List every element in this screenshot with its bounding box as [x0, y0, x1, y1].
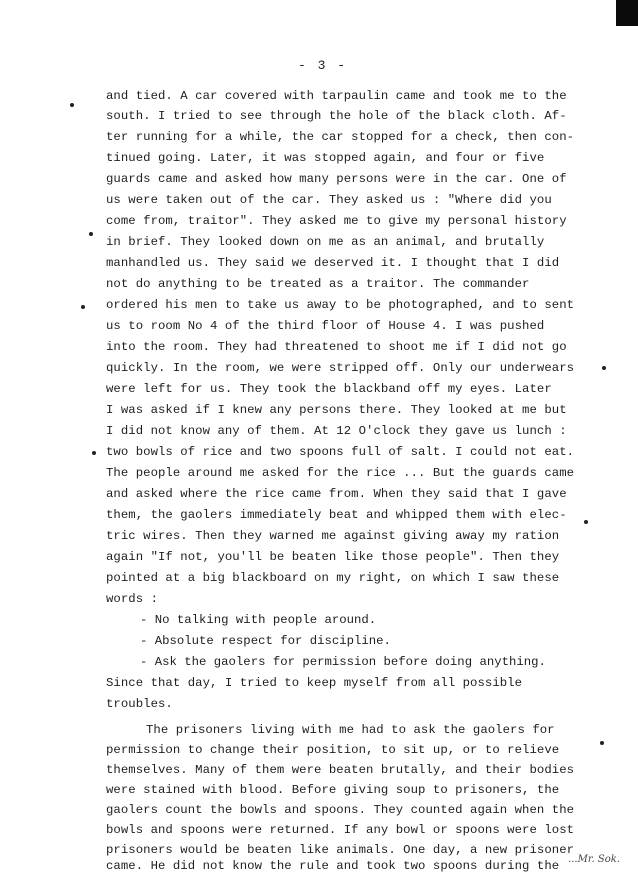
text-line: manhandled us. They said we deserved it. I thought that I did	[106, 256, 560, 270]
rule-item: - No talking with people around.	[140, 613, 377, 627]
text-line: quickly. In the room, we were stripped off. Only our underwears	[106, 361, 575, 375]
text-line: in brief. They looked down on me as an animal, and brutally	[106, 235, 545, 249]
text-line: The people around me asked for the rice ... But the guards came	[106, 466, 575, 480]
text-line: were left for us. They took the blackband off my eyes. Later	[106, 382, 552, 396]
corner-tab-mark	[616, 0, 638, 26]
text-line: Since that day, I tried to keep myself from all possible	[106, 676, 523, 690]
scan-speck	[70, 103, 74, 107]
page-number: - 3 -	[298, 58, 348, 73]
text-line: permission to change their position, to sit up, or to relieve	[106, 743, 560, 757]
text-line: themselves. Many of them were beaten brutally, and their bodies	[106, 763, 575, 777]
scan-speck	[81, 305, 85, 309]
scan-speck	[584, 520, 588, 524]
scan-speck	[89, 232, 93, 236]
text-line: troubles.	[106, 697, 173, 711]
text-line: tric wires. Then they warned me against giving away my ration	[106, 529, 560, 543]
text-line: ter running for a while, the car stopped for a check, then con-	[106, 130, 575, 144]
text-line: bowls and spoons were returned. If any bowl or spoons were lost	[106, 823, 575, 837]
rule-item: - Absolute respect for discipline.	[140, 634, 391, 648]
text-line: I did not know any of them. At 12 O'clock they gave us lunch :	[106, 424, 567, 438]
text-line: I was asked if I knew any persons there. They looked at me but	[106, 403, 567, 417]
text-line: words :	[106, 592, 159, 606]
scan-speck	[602, 366, 606, 370]
handwritten-signature: ...Mr. Sok.	[568, 854, 620, 865]
text-line: us to room No 4 of the third floor of House 4. I was pushed	[106, 319, 545, 333]
scan-speck	[92, 451, 96, 455]
text-line: ordered his men to take us away to be photographed, and to sent	[106, 298, 575, 312]
text-line: not do anything to be treated as a traitor. The commander	[106, 277, 530, 291]
scan-speck	[600, 741, 604, 745]
text-line: guards came and asked how many persons were in the car. One of	[106, 172, 567, 186]
text-line: pointed at a big blackboard on my right, on which I saw these	[106, 571, 560, 585]
text-line: gaolers count the bowls and spoons. They counted again when the	[106, 803, 575, 817]
text-line: us were taken out of the car. They asked us : "Where did you	[106, 193, 552, 207]
text-line: them, the gaolers immediately beat and whipped them with elec-	[106, 508, 567, 522]
text-line: south. I tried to see through the hole of the black cloth. Af-	[106, 109, 567, 123]
text-line: prisoners would be beaten like animals. One day, a new prisoner	[106, 843, 575, 857]
text-line: into the room. They had threatened to shoot me if I did not go	[106, 340, 567, 354]
text-line: were stained with blood. Before giving soup to prisoners, the	[106, 783, 560, 797]
text-line: again "If not, you'll be beaten like those people". Then they	[106, 550, 560, 564]
text-line: and asked where the rice came from. When they said that I gave	[106, 487, 567, 501]
text-line: The prisoners living with me had to ask the gaolers for	[146, 723, 555, 737]
text-line: come from, traitor". They asked me to give my personal history	[106, 214, 567, 228]
text-line: tinued going. Later, it was stopped again, and four or five	[106, 151, 545, 165]
text-line: and tied. A car covered with tarpaulin came and took me to the	[106, 89, 567, 103]
text-line: two bowls of rice and two spoons full of salt. I could not eat.	[106, 445, 575, 459]
text-line: came. He did not know the rule and took two spoons during the	[106, 859, 560, 873]
rule-item: - Ask the gaolers for permission before doing anything.	[140, 655, 546, 669]
